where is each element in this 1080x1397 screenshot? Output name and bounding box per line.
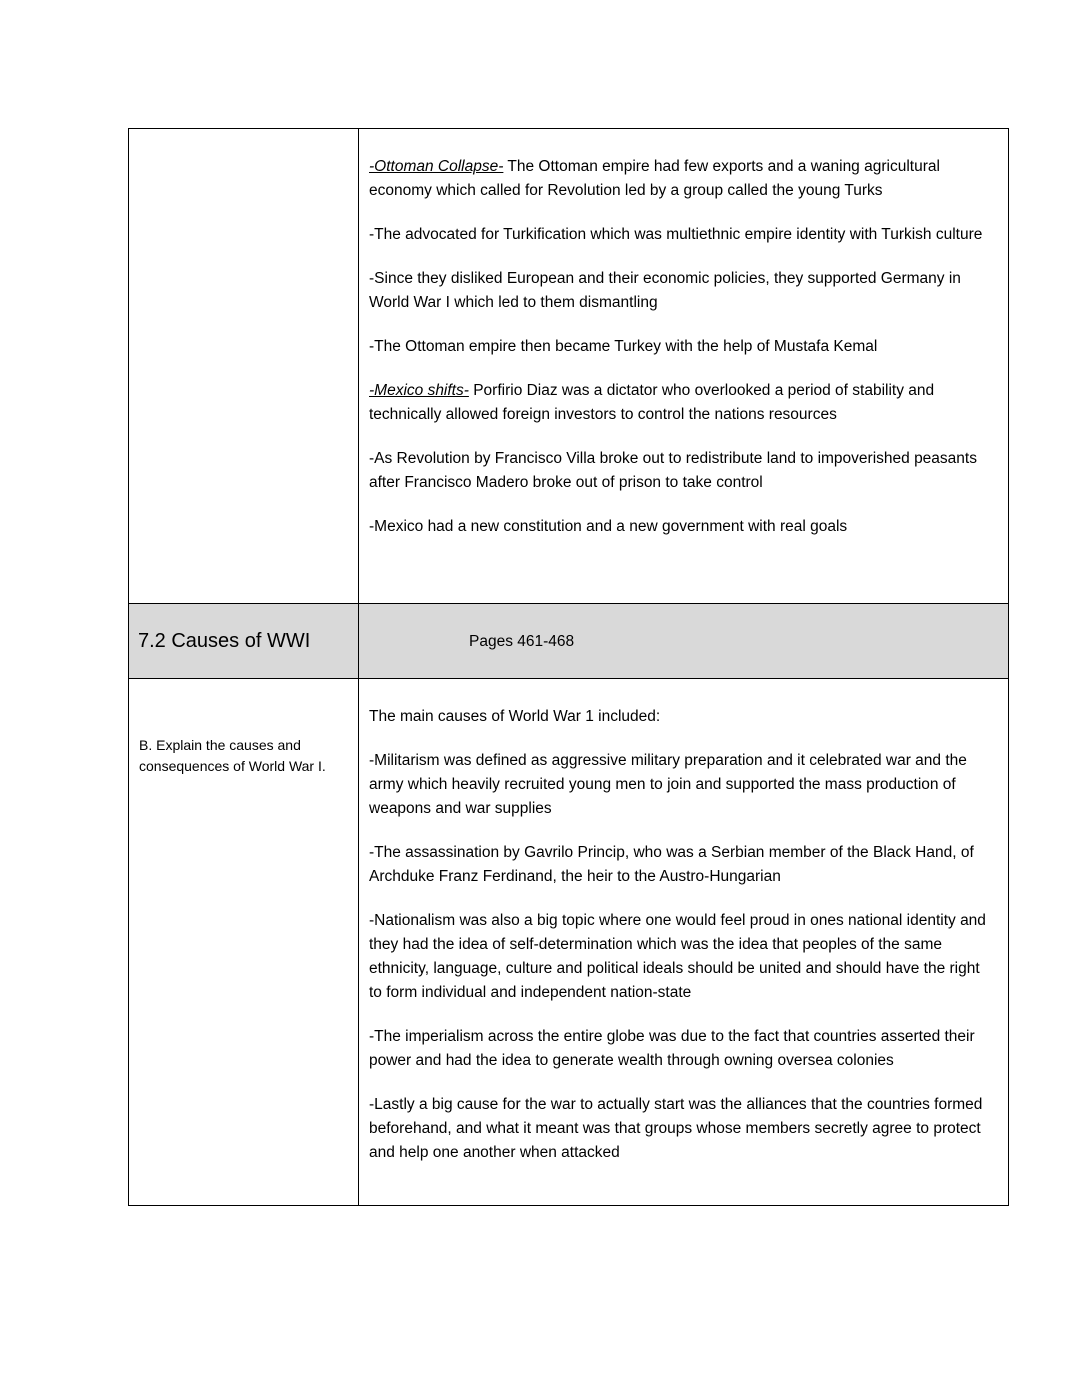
paragraph-ottoman-collapse (369, 155, 992, 203)
mexico-shifts-lead: -Mexico shifts- (369, 382, 469, 399)
paragraph-intro: The main causes of World War 1 included: (369, 708, 661, 725)
table-row-wwi-causes (129, 678, 1008, 1205)
table-row-ottoman-mexico-notes (129, 129, 1008, 603)
notes-table (128, 128, 1009, 1206)
empty-left-cell (129, 129, 359, 603)
section-pages: Pages 461-468 (469, 633, 575, 650)
paragraph-new-constitution: -Mexico had a new constitution and a new government with real goals (369, 518, 848, 535)
paragraph-mustafa-kemal: -The Ottoman empire then became Turkey with the help of Mustafa Kemal (369, 338, 878, 355)
paragraph-assassination: -The assassination by Gavrilo Princip, who was a Serbian member of the Black Hand, of Archduke Franz Ferdinand, the heir to the Austro-Hungarian (369, 844, 974, 885)
mexico-shifts-text: Porfirio Diaz was a dictator who overlooked a period of stability and technically allowed foreign investors to control the nations resources (369, 382, 935, 423)
section-title: 7.2 Causes of WWI (129, 604, 359, 678)
notes-cell-wwi-causes (359, 679, 1008, 1205)
paragraph-mexico-shifts (369, 379, 992, 427)
paragraph-germany-support: -Since they disliked European and their economic policies, they supported Germany in World War I which led to them dismantling (369, 270, 961, 311)
paragraph-alliances: -Lastly a big cause for the war to actually start was the alliances that the countries formed beforehand, and what it meant was that groups whose members secretly agree to protect and help one another when attacked (369, 1096, 983, 1161)
ottoman-collapse-lead: -Ottoman Collapse- (369, 158, 504, 175)
ottoman-collapse-text: The Ottoman empire had few exports and a waning agricultural economy which called for Revolution led by a group called the young Turks (369, 158, 940, 199)
paragraph-militarism: -Militarism was defined as aggressive military preparation and it celebrated war and the army which heavily recruited young men to join and supported the mass production of weapons and war supplies (369, 752, 967, 817)
paragraph-turkification: -The advocated for Turkification which was multiethnic empire identity with Turkish culture (369, 226, 983, 243)
paragraph-nationalism: -Nationalism was also a big topic where one would feel proud in ones national identity and they had the idea of self-determination which was the idea that peoples of the same ethnicity, language, culture and political ideals should be united and should have the right to form individual and independent nation-state (369, 912, 986, 1001)
objective-label: B. Explain the causes and consequences of World War I. (129, 679, 359, 1205)
table-row-section-header (129, 603, 1008, 678)
paragraph-francisco-villa: -As Revolution by Francisco Villa broke out to redistribute land to impoverished peasants after Francisco Madero broke out of prison to take control (369, 450, 977, 491)
notes-cell-ottoman-mexico (359, 129, 1008, 603)
paragraph-imperialism: -The imperialism across the entire globe was due to the fact that countries asserted their power and had the idea to generate wealth through owning oversea colonies (369, 1028, 975, 1069)
